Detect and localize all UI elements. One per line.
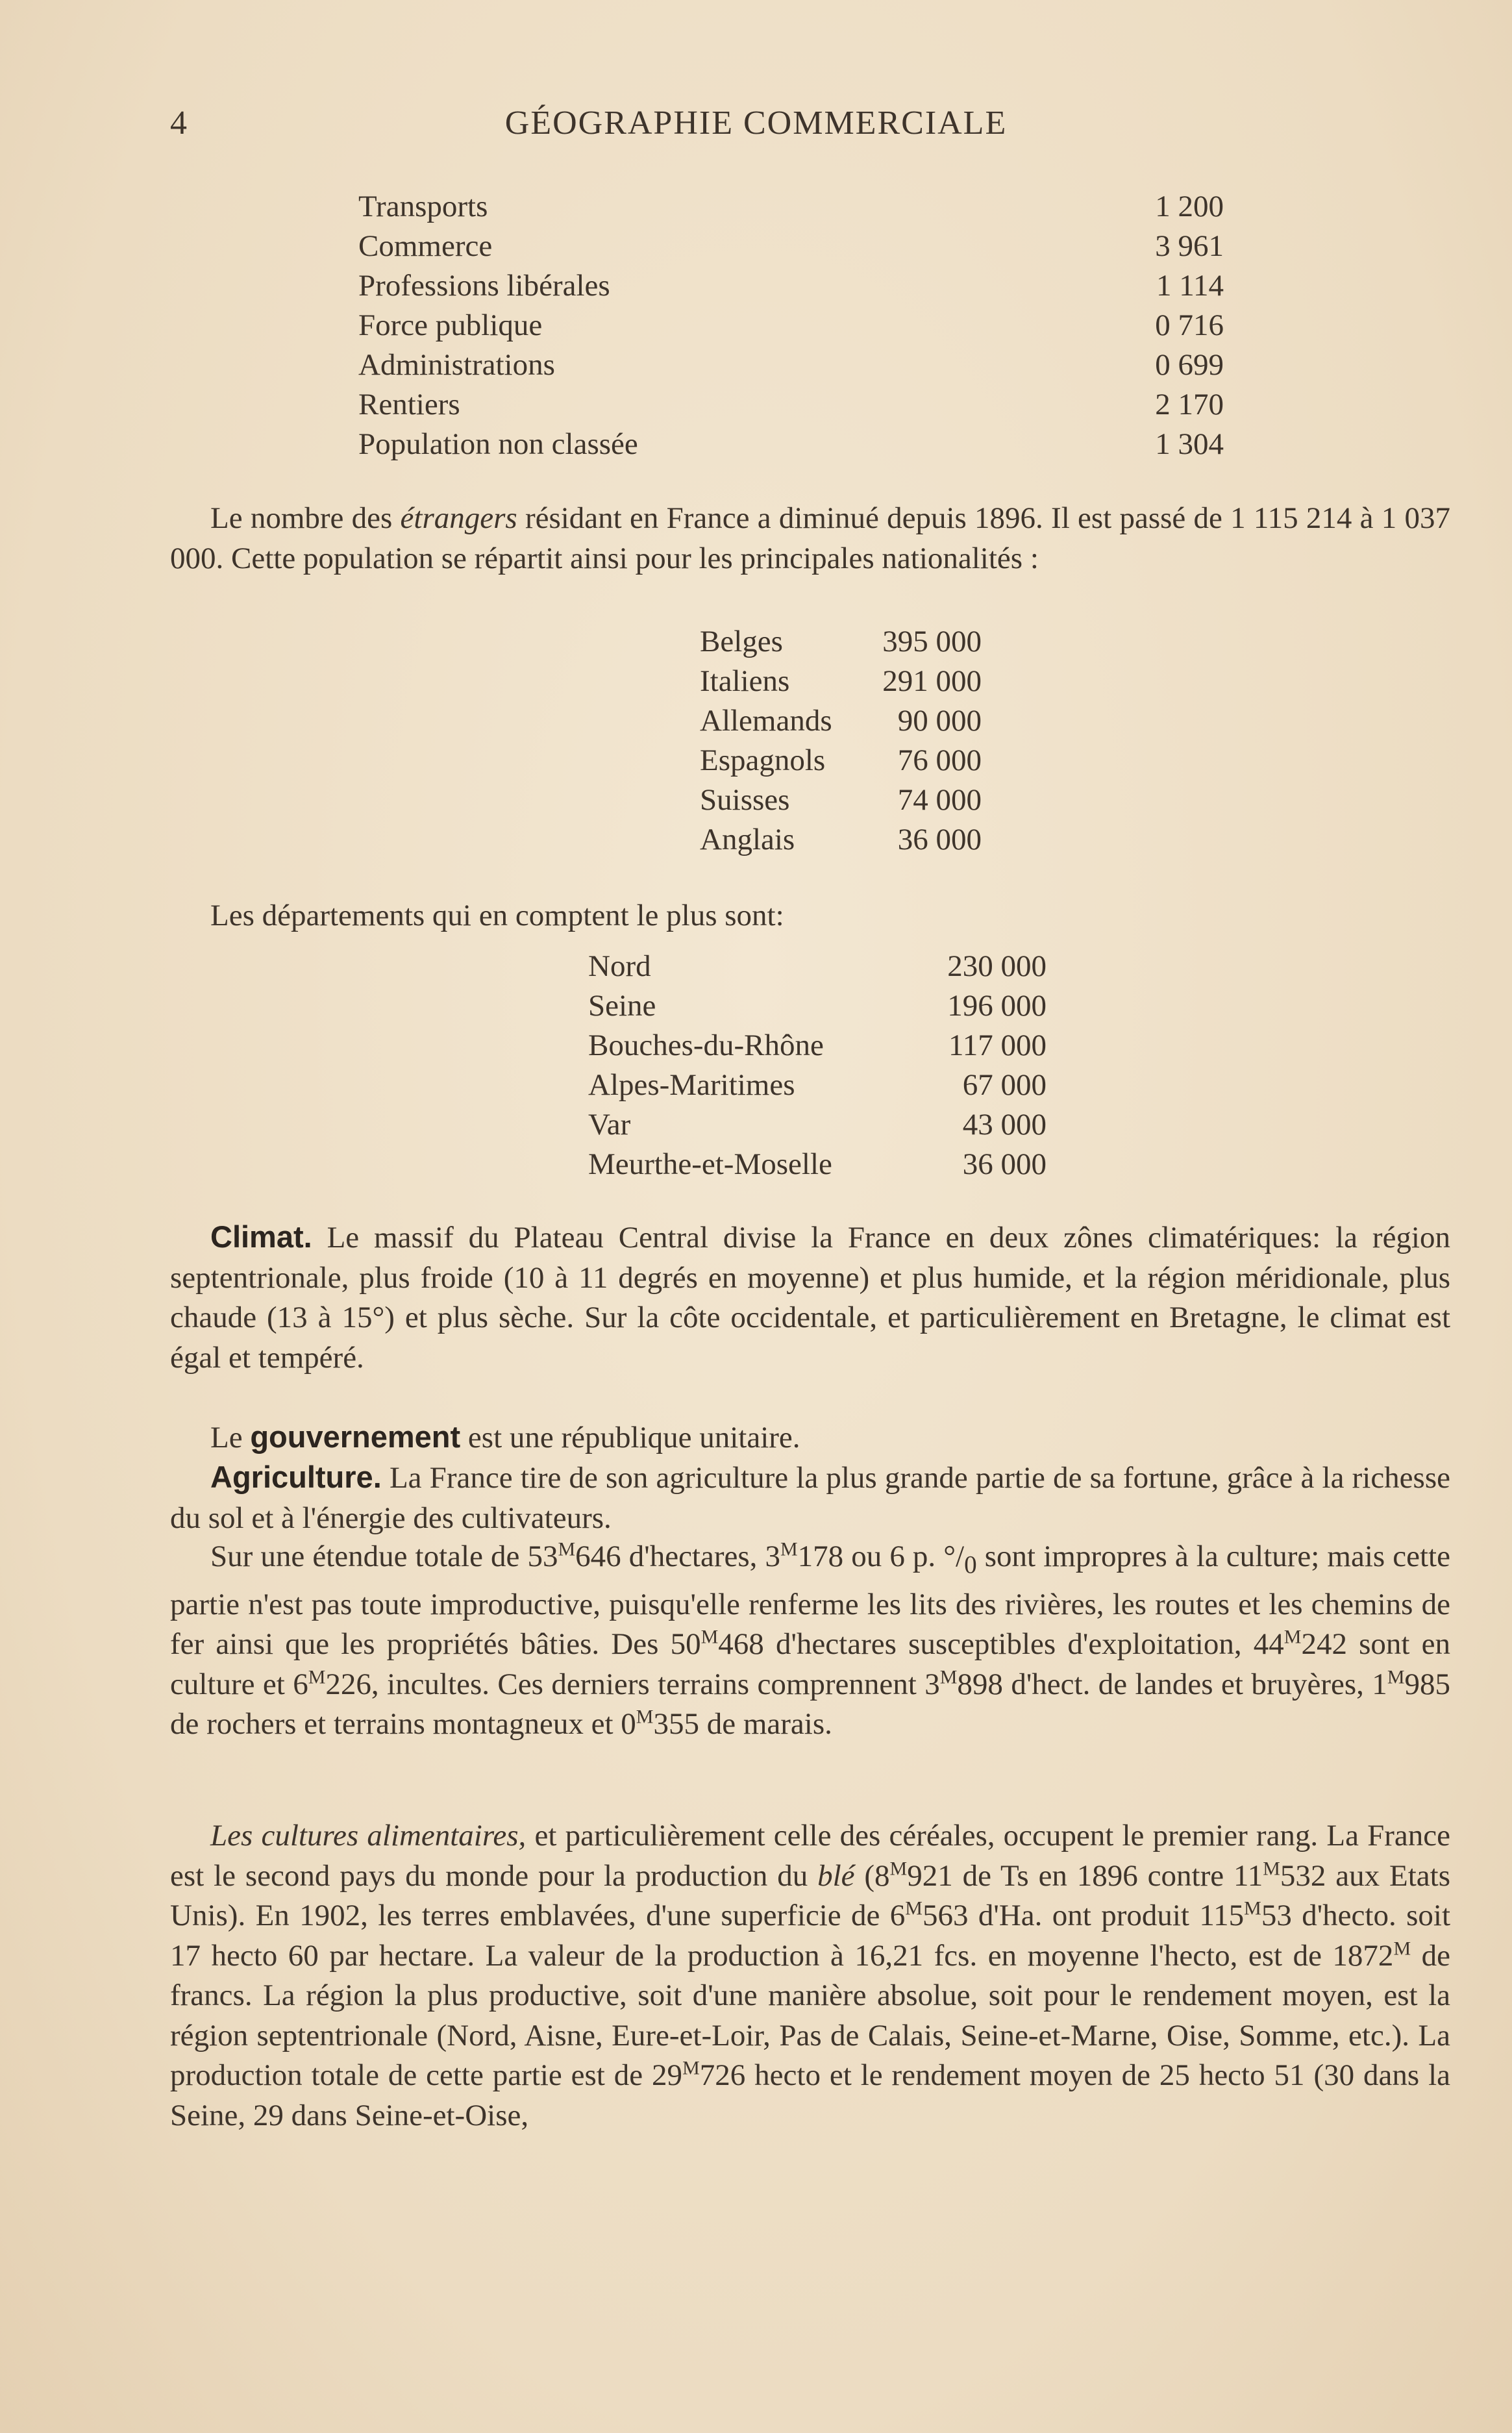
table-row	[358, 345, 1224, 385]
row-label: Nord	[588, 949, 651, 983]
climat-heading: Climat.	[210, 1219, 312, 1254]
table-row	[700, 701, 982, 741]
row-label: Population non classée	[358, 427, 638, 461]
row-label: Force publique	[358, 308, 543, 342]
table-row	[588, 986, 1047, 1026]
row-value: 36 000	[962, 1147, 1047, 1181]
row-label: Italiens	[700, 664, 790, 698]
row-value: 43 000	[962, 1108, 1047, 1142]
row-value: 36 000	[897, 823, 982, 856]
table-row	[358, 425, 1224, 464]
table-row	[358, 385, 1224, 425]
gouvernement-heading: gouvernement	[250, 1419, 461, 1454]
row-label: Rentiers	[358, 388, 460, 421]
table-row	[588, 1066, 1047, 1105]
row-label: Espagnols	[700, 743, 826, 777]
cultures-term: Les cultures alimentaires,	[210, 1819, 527, 1853]
table-row	[588, 947, 1047, 986]
table-row	[700, 741, 982, 780]
row-value: 67 000	[962, 1068, 1047, 1102]
page-number: 4	[170, 105, 187, 142]
table-row	[588, 1105, 1047, 1145]
row-label: Seine	[588, 989, 656, 1023]
running-head: GÉOGRAPHIE COMMERCIALE	[504, 105, 1008, 142]
row-value: 1 114	[1156, 269, 1224, 303]
row-label: Professions libérales	[358, 269, 610, 303]
row-value: 3 961	[1155, 229, 1224, 263]
row-value: 117 000	[948, 1029, 1047, 1062]
row-label: Alpes-Maritimes	[588, 1068, 795, 1102]
nationalities-table	[700, 622, 982, 860]
departements-table	[588, 947, 1047, 1184]
agriculture-heading: Agriculture.	[210, 1460, 382, 1494]
cultures-paragraph: Les cultures alimentaires, et particulièrement celle des céréales, occupent le premier rang. La France est le second pays du monde pour la production du blé ($8^M921$ de Ts en 1896 contre $11^M532$ aux Etats Unis). En 1902, les terres emblavées, d'une superficie de $6^M563$ d'Ha. ont produit $115^M53$ d'hecto. soit 17 hecto 60 par hectare. La valeur de la production à 16,21 fcs. en moyenne l'hecto, est de $1872^M$ de francs. La région la plus productive, soit d'une manière absolue, soit pour le rendement moyen, est la région septentrionale (Nord, Aisne, Eure-et-Loir, Pas de Calais, Seine-et-Marne, Oise, Somme, etc.). La production totale de cette partie est de $29^M726$ hecto et le rendement moyen de 25 hecto 51 (30 dans la Seine, 29 dans Seine-et-Oise,	[170, 1819, 1451, 2132]
table-row	[358, 227, 1224, 266]
gouvernement-paragraph: Le gouvernement est une république unitaire.	[210, 1419, 800, 1454]
row-label: Suisses	[700, 783, 790, 817]
row-value: 395 000	[882, 625, 982, 658]
row-value: 0 716	[1155, 308, 1224, 342]
etendue-paragraph: Sur une étendue totale de $53^M646$ d'hectares, $3^M178$ ou 6 p. $^\circ/_0$ sont impropres à la culture; mais cette partie n'est pas toute improductive, puisqu'elle renferme les lits des rivières, les routes et les chemins de fer ainsi que les propriétés bâties. Des $50^M468$ d'hectares susceptibles d'exploitation, $44^M242$ sont en culture et $6^M226$, incultes. Ces derniers terrains comprennent $3^M898$ d'hect. de landes et bruyères, $1^M985$ de rochers et terrains montagneux et $0^M355$ de marais.	[170, 1538, 1451, 1741]
row-label: Administrations	[358, 348, 555, 382]
row-value: 1 304	[1155, 427, 1224, 461]
agriculture-paragraph: Agriculture. La France tire de son agriculture la plus grande partie de sa fortune, grâce à la richesse du sol et à l'énergie des cultivateurs.	[170, 1460, 1450, 1535]
professions-table	[358, 187, 1224, 464]
row-value: 74 000	[897, 783, 982, 817]
etrangers-paragraph: Le nombre des étrangers résidant en France a diminué depuis 1896. Il est passé de 1 115 214 à 1 037 000. Cette population se répartit ainsi pour les principales nationalités :	[170, 501, 1450, 575]
row-label: Meurthe-et-Moselle	[588, 1147, 832, 1181]
row-value: 2 170	[1155, 388, 1224, 421]
table-row	[358, 187, 1224, 227]
etrangers-term: étrangers	[400, 501, 517, 535]
ble-term: blé	[817, 1858, 855, 1893]
row-value: 0 699	[1155, 348, 1224, 382]
row-value: 76 000	[897, 743, 982, 777]
table-row	[700, 820, 982, 860]
row-label: Transports	[358, 190, 488, 223]
row-label: Belges	[700, 625, 783, 658]
table-row	[588, 1026, 1047, 1066]
table-row	[700, 622, 982, 662]
row-label: Bouches-du-Rhône	[588, 1029, 824, 1062]
row-value: 196 000	[947, 989, 1047, 1023]
climat-paragraph: Climat. Le massif du Plateau Central divise la France en deux zônes climatériques: la région septentrionale, plus froide (10 à 11 degrés en moyenne) et plus humide, et la région méridionale, plus chaude (13 à 15°) et plus sèche. Sur la côte occidentale, et particulièrement en Bretagne, le climat est égal et tempéré.	[170, 1219, 1450, 1375]
row-value: 1 200	[1155, 190, 1224, 223]
table-row	[588, 1145, 1047, 1184]
table-row	[358, 266, 1224, 306]
table-row	[358, 306, 1224, 345]
table-row	[700, 662, 982, 701]
row-value: 230 000	[947, 949, 1047, 983]
row-value: 90 000	[897, 704, 982, 738]
departements-intro: Les départements qui en comptent le plus sont:	[210, 899, 784, 932]
row-label: Commerce	[358, 229, 493, 263]
table-row	[700, 780, 982, 820]
row-label: Allemands	[700, 704, 832, 738]
row-label: Anglais	[700, 823, 795, 856]
row-label: Var	[588, 1108, 631, 1142]
row-value: 291 000	[882, 664, 982, 698]
